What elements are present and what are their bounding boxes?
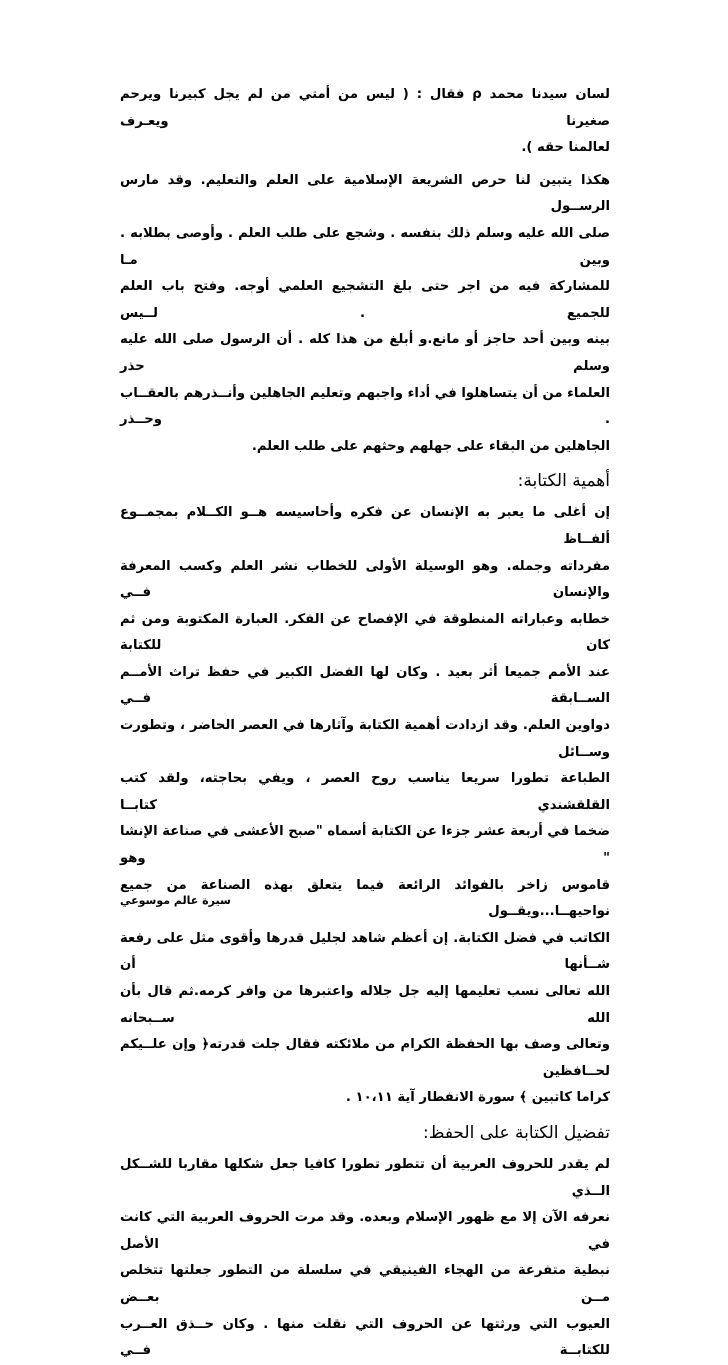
text-line: قاموس زاخر بالفوائد الرائعة فيما يتعلق بهذه الصناعة من جميع نواحيهــا...ويقــول (120, 877, 610, 920)
text-line: خطابه وعباراته المنطوقة في الإفصاح عن الفكر. العبارة المكتوبة ومن ثم كان للكتابة (120, 611, 610, 654)
page-footer (120, 894, 610, 907)
paragraph-3 (120, 500, 610, 1112)
text-line: الجاهلين من البقاء على جهلهم وحثهم على طلب العلم. (251, 438, 610, 454)
text-line: مفرداته وجمله. وهو الوسيلة الأولى للخطاب نشر العلم وكسب المعرفة والإنسان فــي (120, 558, 610, 601)
text-line: ضخما في أربعة عشر جزءا عن الكتابة أسماه "صبح الأعشى في صناعة الإنشا " وهو (120, 824, 610, 867)
text-line: دواوين العلم. وقد ازدادت أهمية الكتابة وآثارها في العصر الحاضر ، وتطورت وســائل (120, 718, 610, 760)
text-line: كراما كاتبين ﴾ سورة الانفطار آية ١٠،١١ . (345, 1090, 610, 1106)
text-line: الله تعالى نسب تعليمها إليه جل جلاله واعتبرها من وافر كرمه.ثم قال بأن الله ســبحانه (120, 984, 610, 1026)
text-line: صلى الله عليه وسلم ذلك بنفسه . وشجع على طلب العلم . وأوصى بطلابه . وبين مـا (120, 225, 610, 268)
text-line: بينه وبين أحد حاجز أو مانع.و أبلغ من هذا كله . أن الرسول صلى الله عليه وسلم حذر (120, 332, 610, 374)
text-line: الكاتب في فضل الكتابة. إن أعظم شاهد لجليل قدرها وأقوى مثل على رفعة شــأنها أن (120, 930, 610, 973)
section-heading-importance: أهمية الكتابة: (517, 471, 610, 492)
paragraph-4 (120, 1152, 610, 1365)
text-line: إن أغلى ما يعبر به الإنسان عن فكره وأحاسيسه هــو الكــلام بمجمــوع ألفــاظ (120, 505, 610, 547)
text-line: نبطية متفرعة من الهجاء الفينيقي في سلسلة من التطور جعلتها تتخلص مــن بعــض (120, 1263, 610, 1305)
section-heading-writing-over-memorization: تفضيل الكتابة على الحفظ: (422, 1122, 610, 1143)
text-line: العلماء من أن يتساهلوا في أداء واجبهم وتعليم الجاهلين وأنــذرهم بالعقــاب . وحــذر (120, 385, 610, 428)
text-line: عند الأمم جميعا أثر بعيد . وكان لها الفضل الكبير في حفظ تراث الأمــم الســابقة فــي (120, 664, 610, 707)
document-body (120, 82, 610, 1365)
text-line: لم يقدر للحروف العربية أن تتطور تطورا كافيا جعل شكلها مقاربا للشــكل الــذي (120, 1156, 610, 1199)
text-line: وتعالى وصف بها الحفظة الكرام من ملائكته فقال جلت قدرته﴿ وإن علــيكم لحــافظين (120, 1037, 610, 1079)
text-line: هكذا يتبين لنا حرص الشريعة الإسلامية على العلم والتعليم. وقد مارس الرســول (120, 172, 610, 215)
text-line: الطباعة تطورا سريعا يناسب روح العصر ، ويفي بحاجته، ولقد كتب القلقشندي كتابــا (120, 771, 610, 813)
text-line: العيوب التي ورثتها عن الحروف التي نقلت منها . وكان حــذق العــرب للكتابــة فــي (120, 1316, 610, 1359)
paragraph-2 (120, 168, 610, 461)
text-line: للمشاركة فيه من اجر حتى بلغ التشجيع العلمي أوجه. وفتح باب العلم للجميع . لــيس (120, 279, 610, 321)
text-line: لعالمنا حقه ). (521, 140, 610, 156)
text-line: نعرفه الآن إلا مع ظهور الإسلام وبعده. وقد مرت الحروف العربية التي كانت في الأصل (120, 1210, 610, 1252)
text-line: لسان سيدنا محمد ρ فقال : ( ليس من أمتي من لم يجل كبيرنا ويرحم صغيرنا ويعـرف (120, 87, 610, 129)
footer-author: سيرة عالم موسوعي (120, 894, 231, 907)
paragraph-1 (120, 82, 610, 162)
